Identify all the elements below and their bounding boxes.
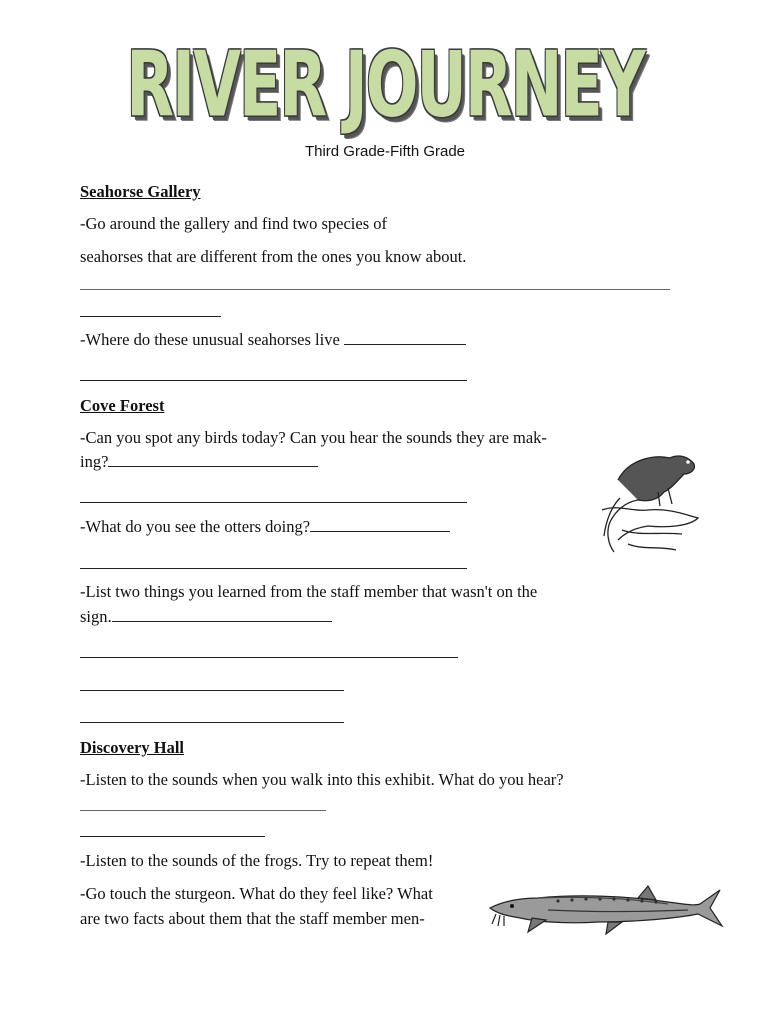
otter-illustration <box>598 440 706 558</box>
answer-blank[interactable] <box>108 452 318 467</box>
answer-line[interactable] <box>80 502 467 503</box>
answer-line[interactable] <box>80 722 344 723</box>
answer-line[interactable] <box>80 289 670 290</box>
cove-question-1-line-1: -Can you spot any birds today? Can you hear the sounds they are mak- <box>80 428 547 447</box>
answer-line[interactable] <box>80 380 467 381</box>
answer-line[interactable] <box>80 568 467 569</box>
sturgeon-illustration <box>488 882 724 940</box>
seahorse-question-2-text: -Where do these unusual seahorses live <box>80 330 340 349</box>
seahorse-question-2 <box>80 329 466 351</box>
grade-range-subtitle: Third Grade-Fifth Grade <box>304 143 466 160</box>
cove-question-3-line-1: -List two things you learned from the staff member that wasn't on the <box>80 582 538 601</box>
answer-blank[interactable] <box>112 607 332 622</box>
discovery-question-1: -Listen to the sounds when you walk into this exhibit. What do you hear? <box>80 770 564 789</box>
answer-line[interactable] <box>80 810 326 811</box>
cove-question-3-line-2-text: sign. <box>80 607 112 626</box>
cove-question-2 <box>80 516 450 538</box>
cove-question-2-text: -What do you see the otters doing? <box>80 517 311 536</box>
seahorse-question-1-line-2: seahorses that are different from the ones you know about. <box>80 247 467 266</box>
seahorse-question-1-line-1: -Go around the gallery and find two species of <box>80 214 387 233</box>
worksheet-title: RIVER JOURNEY <box>126 31 644 138</box>
answer-line[interactable] <box>80 690 344 691</box>
discovery-question-3-line-2: are two facts about them that the staff member men- <box>80 909 425 928</box>
discovery-hall-heading: Discovery Hall <box>80 738 185 757</box>
answer-line[interactable] <box>80 316 221 317</box>
cove-question-1-line-2 <box>80 451 318 473</box>
answer-line[interactable] <box>80 836 265 837</box>
discovery-question-2: -Listen to the sounds of the frogs. Try to repeat them! <box>80 851 434 870</box>
cove-question-3-line-2 <box>80 606 332 628</box>
cove-forest-heading: Cove Forest <box>80 396 165 415</box>
discovery-question-3-line-1: -Go touch the sturgeon. What do they feel like? What <box>80 884 433 903</box>
answer-line[interactable] <box>80 657 458 658</box>
answer-blank[interactable] <box>310 517 450 532</box>
answer-blank[interactable] <box>344 330 466 345</box>
seahorse-gallery-heading: Seahorse Gallery <box>80 182 201 201</box>
cove-question-1-line-2-text: ing? <box>80 452 109 471</box>
